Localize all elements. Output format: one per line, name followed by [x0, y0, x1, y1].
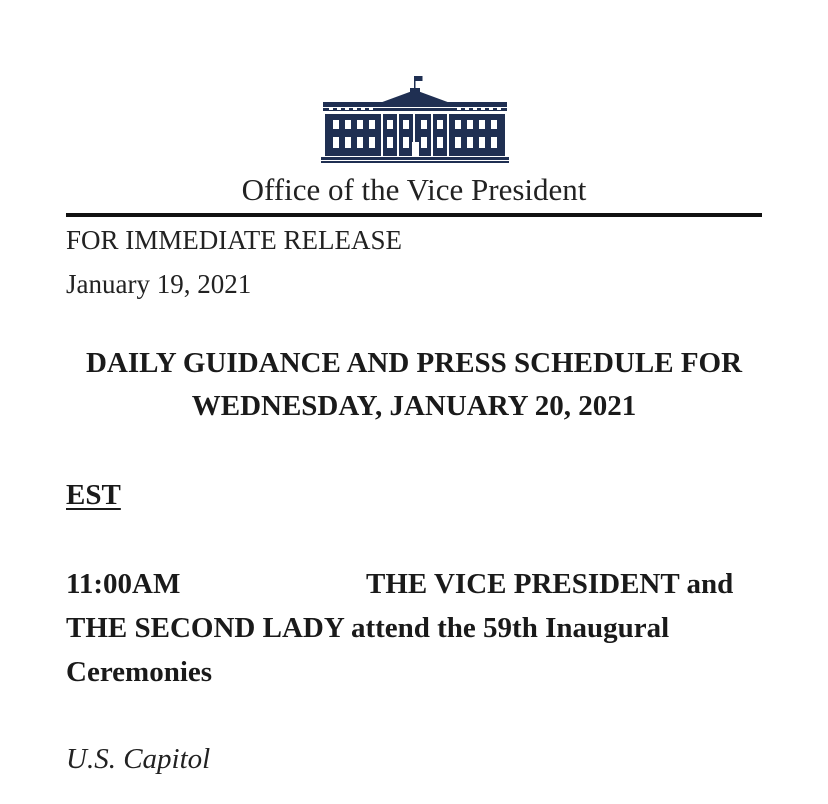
event-line-3: Ceremonies	[66, 656, 213, 688]
office-title: Office of the Vice President	[241, 172, 587, 207]
timezone-label: EST	[66, 479, 121, 511]
release-label: FOR IMMEDIATE RELEASE	[66, 225, 402, 255]
schedule-event	[66, 562, 766, 694]
headline-line-1: DAILY GUIDANCE AND PRESS SCHEDULE FOR	[85, 347, 743, 379]
event-line-2: THE SECOND LADY attend the 59th Inaugural	[66, 612, 670, 644]
event-text-1: THE VICE PRESIDENT and	[366, 568, 734, 600]
document-headline	[0, 342, 828, 428]
white-house-icon	[321, 74, 509, 164]
event-line-1	[66, 562, 766, 606]
headline-line-2: WEDNESDAY, JANUARY 20, 2021	[191, 390, 637, 422]
event-time: 11:00AM	[66, 568, 181, 600]
event-location: U.S. Capitol	[66, 743, 211, 775]
release-date: January 19, 2021	[66, 269, 252, 299]
header-divider	[66, 213, 762, 217]
